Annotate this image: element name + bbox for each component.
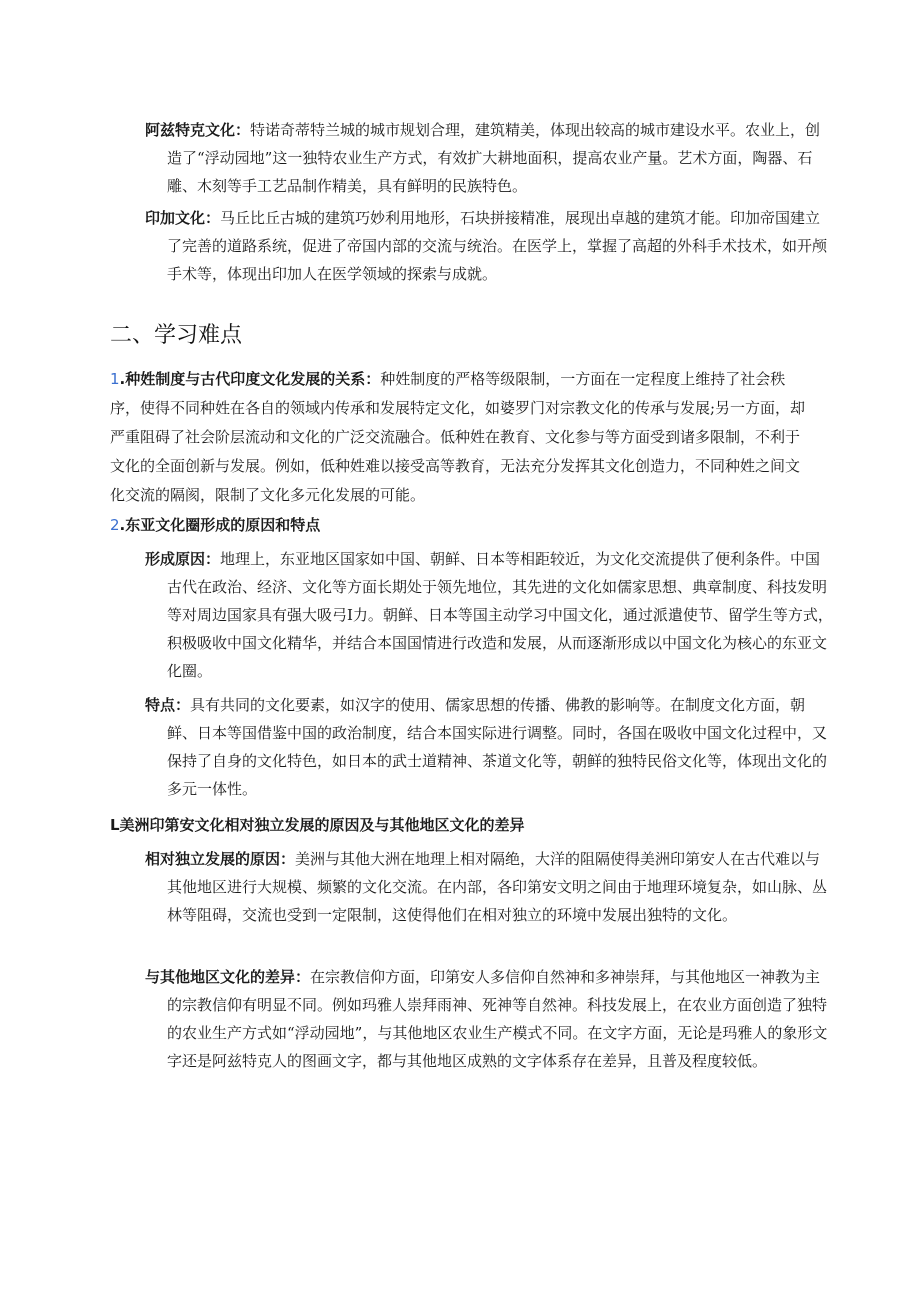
east-asia-feature-text: 具有共同的文化要素，如汉字的使用、儒家思想的传播、佛教的影响等。在制度文化方面，朝鲜、日本等国借鉴中国的政治制度，结合本国实际进行调整。同时，各国在吸收中国文化过程中，又保持了自身的文化特色，如日本的武士道精神、茶道文化等，朝鲜的独特民俗文化等，体现出文化的多元一体性。 xyxy=(167,696,828,798)
americas-diff-paragraph xyxy=(145,963,835,1075)
aztec-culture-paragraph xyxy=(145,116,835,200)
caste-system-label: .种姓制度与古代印度文化发展的关系： xyxy=(119,370,381,388)
americas-reason-text: 美洲与其他大洲在地理上相对隔绝，大洋的阻隔使得美洲印第安人在古代难以与其他地区进行大规模、频繁的文化交流。在内部，各印第安文明之间由于地理环境复杂，如山脉、丛林等阻碍，交流也受到一定限制，这使得他们在相对独立的环境中发展出独特的文化。 xyxy=(167,850,828,924)
caste-system-text: 种姓制度的严格等级限制，一方面在一定程度上维持了社会秩序，使得不同种姓在各自的领域内传承和发展特定文化，如婆罗门对宗教文化的传承与发展;另一方面，却严重阻碍了社会阶层流动和文化的广泛交流融合。低种姓在教育、文化参与等方面受到诸多限制，不利于文化的全面创新与发展。例如，低种姓难以接受高等教育，无法充分发挥其文化创造力，不同种姓之间文化交流的隔阂，限制了文化多元化发展的可能。 xyxy=(110,370,806,504)
item-number-2: 2 xyxy=(110,516,120,534)
americas-diff-text: 在宗教信仰方面，印第安人多信仰自然神和多神崇拜，与其他地区一神教为主的宗教信仰有明显不同。例如玛雅人崇拜雨神、死神等自然神。科技发展上，在农业方面创造了独特的农业生产方式如“浮动园地”，与其他地区农业生产模式不同。在文字方面，无论是玛雅人的象形文字还是阿兹特克人的图画文字，都与其他地区成熟的文字体系存在差异，且普及程度较低。 xyxy=(167,968,828,1070)
inca-culture-paragraph xyxy=(145,204,835,288)
east-asia-heading-text: .东亚文化圈形成的原因和特点 xyxy=(119,516,321,534)
americas-reason-paragraph xyxy=(145,845,835,929)
aztec-culture-label: 阿兹特克文化： xyxy=(145,121,251,139)
aztec-culture-text: 特诺奇蒂特兰城的城市规划合理，建筑精美，体现出较高的城市建设水平。农业上，创造了“浮动园地”这一独特农业生产方式，有效扩大耕地面积，提高农业产量。艺术方面，陶器、石雕、木刻等手工艺品制作精美，具有鲜明的民族特色。 xyxy=(167,121,821,195)
east-asia-reason-text: 地理上，东亚地区国家如中国、朝鲜、日本等相距较近，为文化交流提供了便利条件。中国古代在政治、经济、文化等方面长期处于领先地位，其先进的文化如儒家思想、典章制度、科技发明等对周边国家具有强大吸弓I力。朝鲜、日本等国主动学习中国文化，通过派遣使节、留学生等方式，积极吸收中国文化精华，并结合本国国情进行改造和发展，从而逐渐形成以中国文化为核心的东亚文化圈。 xyxy=(167,550,833,680)
americas-heading: L美洲印第安文化相对独立发展的原因及与其他地区文化的差异 xyxy=(110,816,525,834)
east-asia-feature-label: 特点： xyxy=(145,696,191,714)
section-title: 二、学习难点 xyxy=(110,323,243,348)
inca-culture-text: 马丘比丘古城的建筑巧妙利用地形，石块拼接精准，展现出卓越的建筑才能。印加帝国建立了完善的道路系统，促进了帝国内部的交流与统治。在医学上，掌握了高超的外科手术技术，如开颅手术等，体现出印加人在医学领域的探索与成就。 xyxy=(167,209,828,283)
item-number-1: 1 xyxy=(110,370,120,388)
east-asia-reason-paragraph xyxy=(145,545,835,685)
inca-culture-label: 印加文化： xyxy=(145,209,221,227)
east-asia-feature-paragraph xyxy=(145,691,835,803)
americas-diff-label: 与其他地区文化的差异： xyxy=(145,968,311,986)
americas-reason-label: 相对独立发展的原因： xyxy=(145,850,296,868)
caste-system-item xyxy=(110,365,813,510)
east-asia-reason-label: 形成原因： xyxy=(145,550,221,568)
east-asia-heading xyxy=(110,511,813,539)
